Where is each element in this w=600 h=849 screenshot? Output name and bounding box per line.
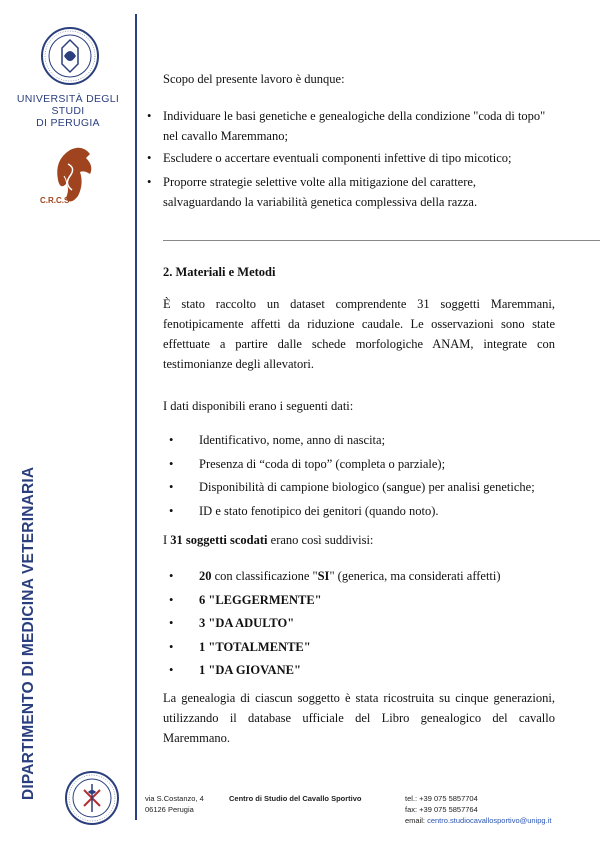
crcs-logo-text: C.R.C.S bbox=[40, 196, 70, 205]
bullet-icon: • bbox=[169, 503, 174, 518]
bullet-icon: • bbox=[169, 616, 174, 630]
footer-tel: tel.: +39 075 5857704 bbox=[405, 794, 478, 803]
bullet-icon: • bbox=[147, 175, 152, 189]
intro-paragraph: Scopo del presente lavoro è dunque: bbox=[163, 72, 345, 86]
list-item: • 1 "TOTALMENTE" bbox=[163, 637, 555, 661]
university-name-line1: UNIVERSITÀ DEGLI STUDI bbox=[16, 93, 120, 117]
classification-list bbox=[163, 566, 555, 684]
footer-address: via S.Costanzo, 4 06126 Perugia bbox=[145, 794, 204, 814]
list-item: • Presenza di “coda di topo” (completa o parziale); bbox=[163, 454, 555, 478]
bullet-icon: • bbox=[169, 456, 174, 471]
university-name-line2: DI PERUGIA bbox=[36, 117, 100, 129]
university-name bbox=[0, 93, 136, 129]
list-item: • 6 "LEGGERMENTE" bbox=[163, 590, 555, 614]
subjects-count-bold: 31 soggetti scodati bbox=[170, 533, 268, 547]
footer-contacts bbox=[405, 793, 551, 826]
crcs-horse-logo-icon bbox=[40, 140, 110, 230]
email-link[interactable]: centro.studiocavallosportivo@unipg.it bbox=[427, 816, 552, 825]
footer-fax: fax: +39 075 5857764 bbox=[405, 805, 478, 814]
paragraph-genealogy: La genealogia di ciascun soggetto è stata ricostruita su cinque generazioni, utilizzando il database ufficiale del Libro genealogico del cavallo Maremmano. bbox=[163, 691, 555, 745]
list-item: • Individuare le basi genetiche e genealogiche della condizione "coda di topo" nel cavallo Maremmano; bbox=[163, 106, 555, 146]
section-divider bbox=[163, 240, 600, 241]
paragraph-data-intro: I dati disponibili erano i seguenti dati: bbox=[163, 399, 354, 413]
bullet-icon: • bbox=[169, 433, 174, 447]
paragraph-subjects: I 31 soggetti scodati erano così suddivisi: bbox=[163, 533, 374, 547]
data-items-list bbox=[163, 430, 555, 524]
bullet-icon: • bbox=[169, 480, 174, 494]
section-heading: 2. Materiali e Metodi bbox=[163, 265, 276, 279]
paragraph-dataset: È stato raccolto un dataset comprendente 31 soggetti Maremmani, fenotipicamente affetti da riduzione caudale. Le osservazioni sono state effettuate a partire dalle schede morfologiche ANAM, integrate con testimonianze degli allevatori. bbox=[163, 297, 555, 371]
bullet-icon: • bbox=[169, 569, 174, 583]
list-item: • Identificativo, nome, anno di nascita; bbox=[163, 430, 555, 454]
university-seal-icon bbox=[40, 26, 100, 86]
bullet-icon: • bbox=[147, 109, 152, 123]
list-item: • Proporre strategie selettive volte alla mitigazione del carattere, salvaguardando la variabilità genetica complessiva della razza. bbox=[163, 172, 555, 212]
list-item: • ID e stato fenotipico dei genitori (quando noto). bbox=[163, 501, 555, 525]
list-item: • 1 "DA GIOVANE" bbox=[163, 660, 555, 684]
list-item: • 3 "DA ADULTO" bbox=[163, 613, 555, 637]
university-seal-bottom-icon bbox=[64, 770, 120, 826]
list-item: • Escludere o accertare eventuali componenti infettive di tipo micotico; bbox=[163, 148, 555, 172]
bullet-icon: • bbox=[169, 592, 174, 607]
list-item: • Disponibilità di campione biologico (sangue) per analisi genetiche; bbox=[163, 477, 555, 501]
list-item: • 20 con classificazione "SI" (generica, ma considerati affetti) bbox=[163, 566, 555, 590]
sidebar bbox=[0, 0, 136, 849]
department-name: DIPARTIMENTO DI MEDICINA VETERINARIA bbox=[20, 466, 37, 800]
bullet-icon: • bbox=[169, 663, 174, 677]
aims-list bbox=[147, 106, 555, 212]
bullet-icon: • bbox=[169, 639, 174, 654]
sidebar-divider bbox=[135, 14, 137, 820]
footer-center-name: Centro di Studio del Cavallo Sportivo bbox=[229, 794, 362, 803]
bullet-icon: • bbox=[147, 151, 152, 165]
footer-email-line: email: centro.studiocavallosportivo@unipg.it bbox=[405, 816, 552, 825]
